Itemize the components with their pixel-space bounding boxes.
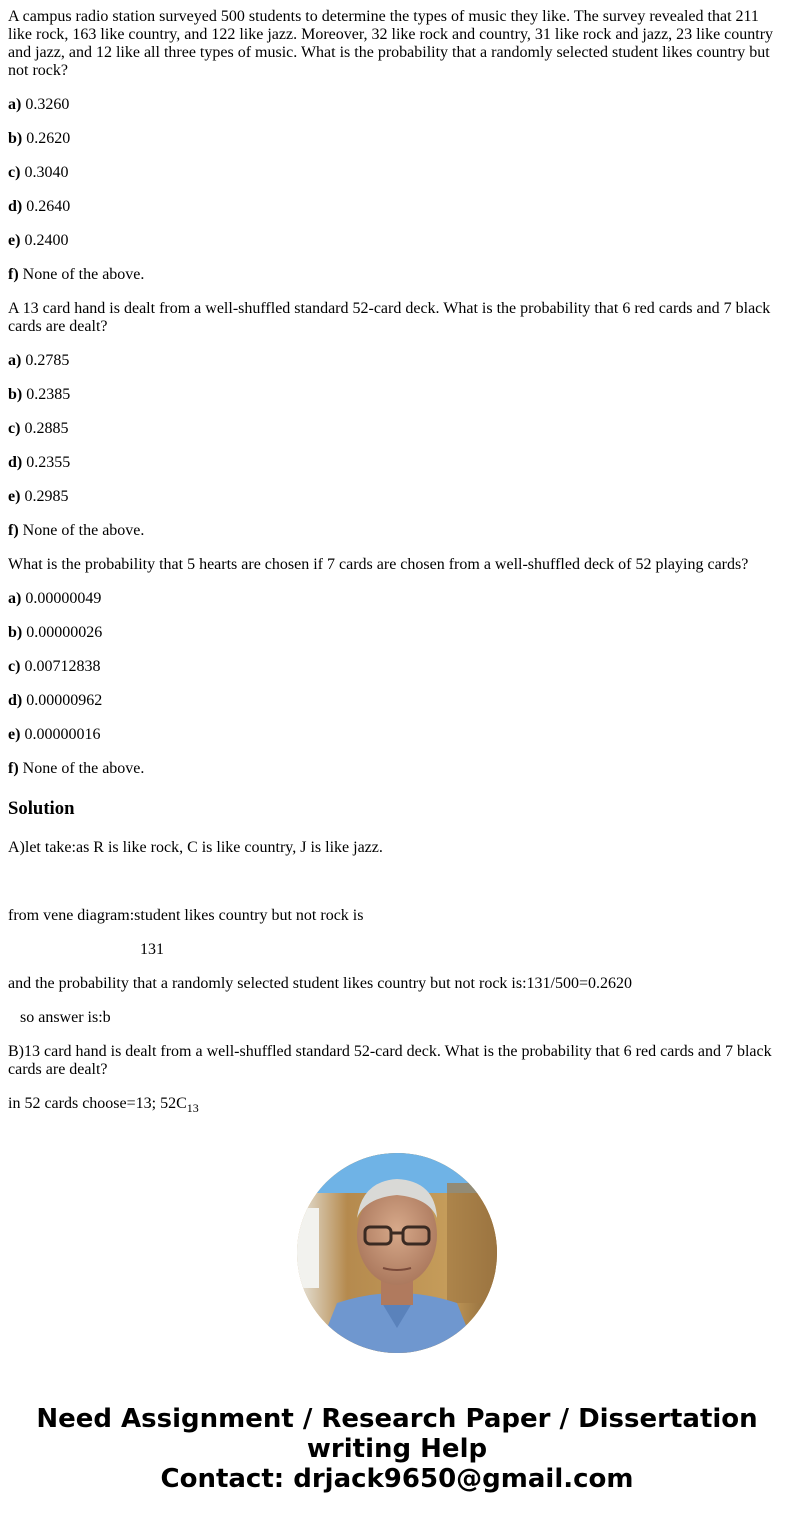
question-2-option-b: b) 0.2385 (8, 386, 71, 403)
question-3-text: What is the probability that 5 hearts are chosen if 7 cards are chosen from a well-shuffled deck of 52 playing cards? (8, 556, 749, 573)
solution-line-1: A)let take:as R is like rock, C is like country, J is like jazz. (8, 839, 383, 856)
question-2-option-e: e) 0.2985 (8, 488, 69, 505)
solution-line-7: in 52 cards choose=13; $52C_{13}$ (8, 1095, 199, 1116)
question-3-option-c: c) 0.00712838 (8, 658, 101, 675)
footer-help-text: Need Assignment / Research Paper / Dissertation writing Help (36, 1404, 758, 1464)
solution-line-6: B)13 card hand is dealt from a well-shuffled standard 52-card deck. What is the probability that 6 red cards and 7 black cards are dealt? (8, 1043, 772, 1078)
question-1-option-e: e) 0.2400 (8, 232, 69, 249)
question-1-option-b: b) 0.2620 (8, 130, 71, 147)
solution-line-2: from vene diagram:student likes country but not rock is (8, 907, 364, 924)
subscript-13: 13 (186, 1101, 199, 1116)
question-3-option-b: b) 0.00000026 (8, 624, 103, 641)
question-2-option-c: c) 0.2885 (8, 420, 69, 437)
question-2-option-a: a) 0.2785 (8, 352, 70, 369)
question-3-option-f: f) None of the above. (8, 760, 145, 777)
question-2-option-f: f) None of the above. (8, 522, 145, 539)
footer-contact-text: Contact: drjack9650@gmail.com (160, 1464, 634, 1494)
solution-heading: Solution (8, 798, 75, 819)
author-avatar (297, 1153, 497, 1353)
question-1-option-d: d) 0.2640 (8, 198, 71, 215)
solution-line-4: and the probability that a randomly selected student likes country but not rock is:131/500=0.2620 (8, 975, 633, 992)
solution-answer: so answer is:b (20, 1009, 111, 1026)
document-body (8, 8, 786, 1129)
question-1-text: A campus radio station surveyed 500 students to determine the types of music they like. The survey revealed that 211 like rock, 163 like country, and 122 like jazz. Moreover, 32 like rock and country, 31 like rock and jazz, 23 like country and jazz, and 12 like all three types of music. What is the probability that a randomly selected student likes country but not rock? (8, 8, 774, 79)
question-1-option-c: c) 0.3040 (8, 164, 69, 181)
question-2-text: A 13 card hand is dealt from a well-shuffled standard 52-card deck. What is the probability that 6 red cards and 7 black cards are dealt? (8, 300, 771, 335)
question-3-option-a: a) 0.00000049 (8, 590, 102, 607)
question-3-option-e: e) 0.00000016 (8, 726, 101, 743)
blank-spacer (8, 873, 786, 907)
question-1-option-f: f) None of the above. (8, 266, 145, 283)
question-2-option-d: d) 0.2355 (8, 454, 71, 471)
question-1-option-a: a) 0.3260 (8, 96, 70, 113)
footer-banner (0, 1404, 794, 1494)
solution-value-131: 131 (140, 941, 164, 958)
question-3-option-d: d) 0.00000962 (8, 692, 103, 709)
avatar-portrait-image (297, 1153, 497, 1353)
